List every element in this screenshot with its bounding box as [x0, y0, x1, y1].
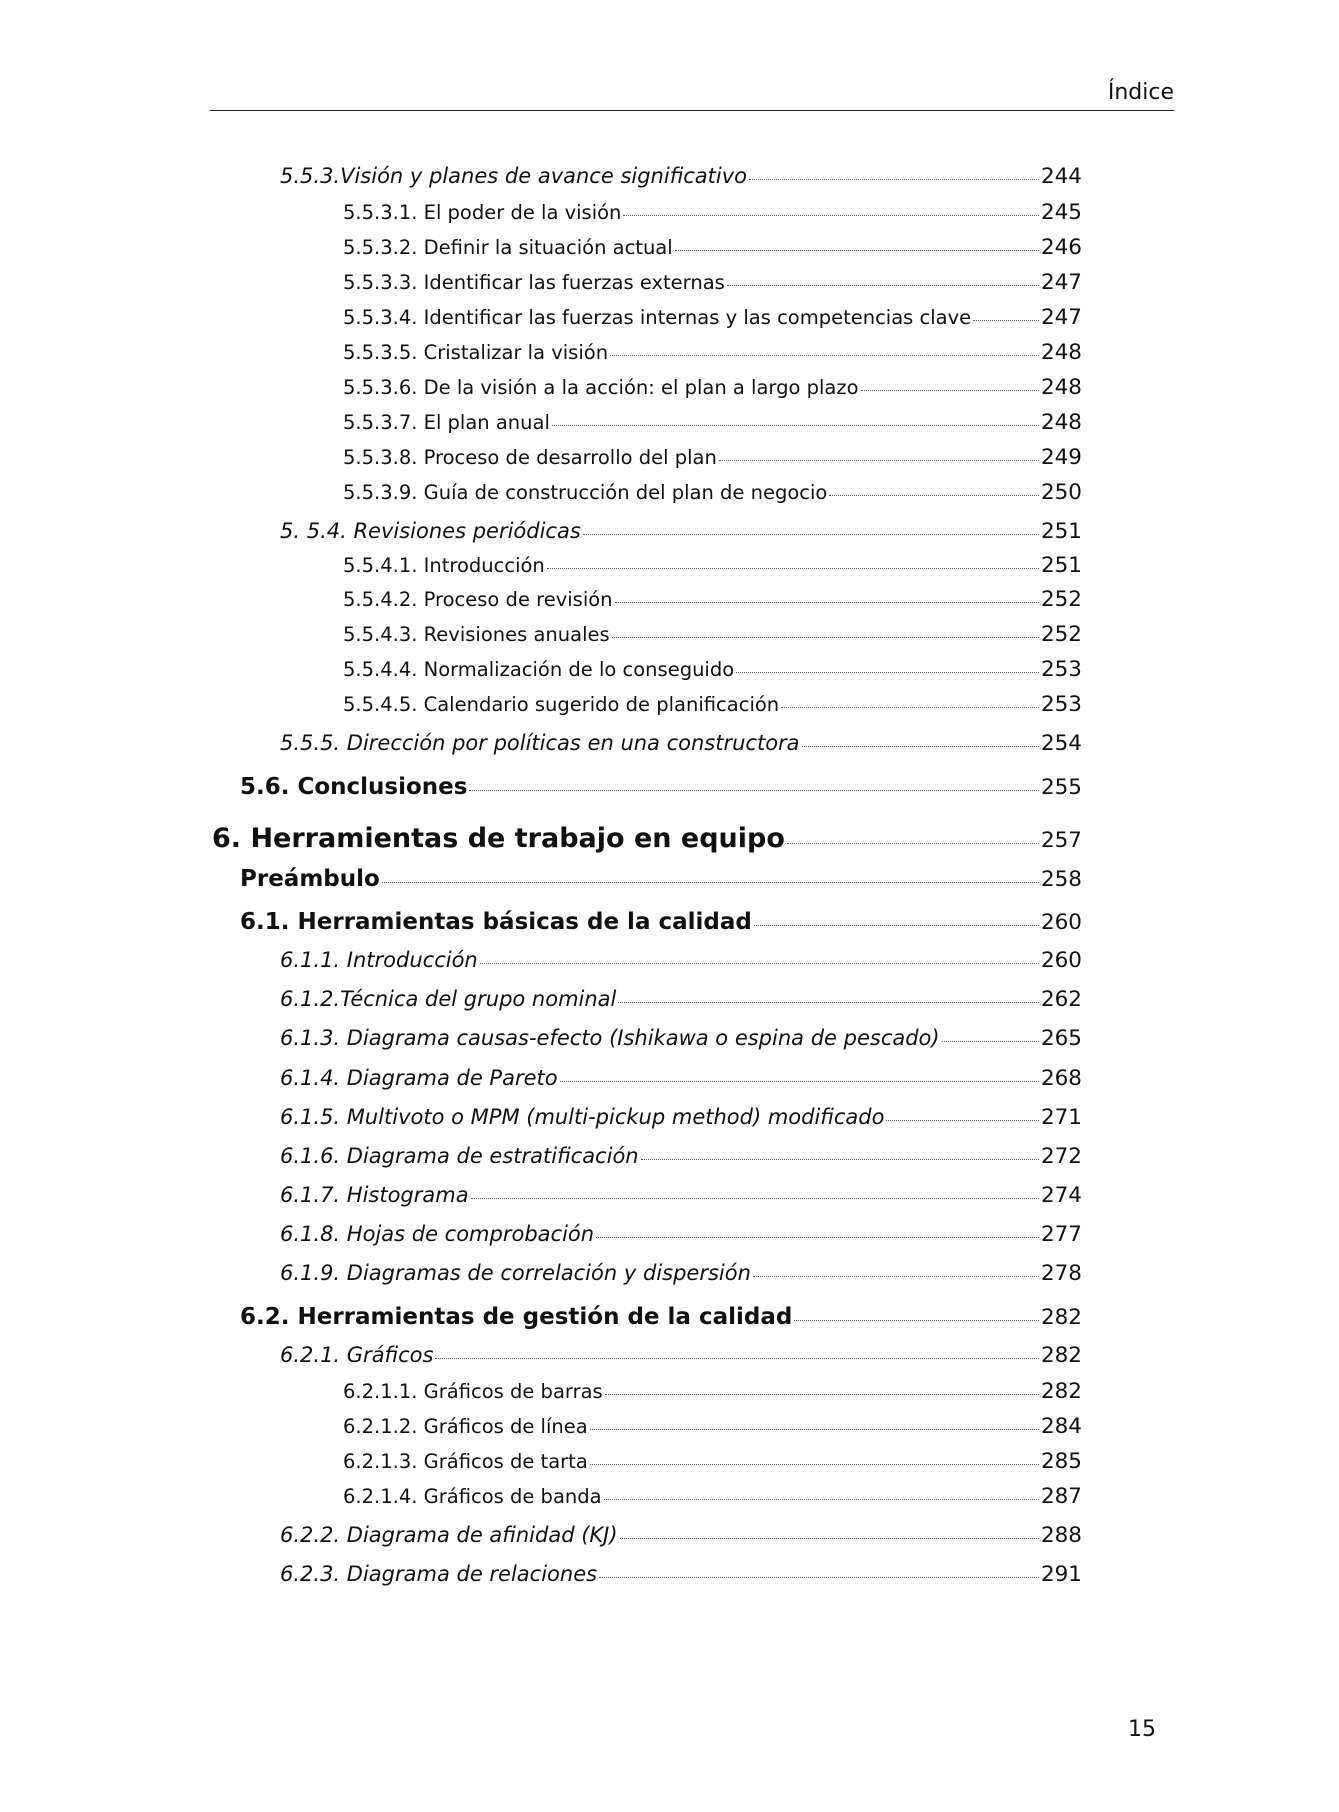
toc-entry-page: 254: [1040, 731, 1082, 756]
toc-entry: [280, 1343, 1082, 1368]
toc-entry: [280, 987, 1082, 1012]
toc-entry: [343, 587, 1082, 612]
toc-entry-page: 250: [1040, 480, 1082, 505]
toc-entry-title: 6.2. Herramientas de gestión de la calidad: [240, 1304, 793, 1330]
toc-entry-page: 262: [1040, 987, 1082, 1012]
dot-leader: [610, 355, 1039, 356]
dot-leader: [615, 602, 1039, 603]
dot-leader: [973, 320, 1039, 321]
dot-leader: [753, 1276, 1039, 1277]
dot-leader: [605, 1394, 1039, 1395]
toc-entry-page: 260: [1040, 910, 1082, 935]
page-number: 15: [1128, 1717, 1156, 1742]
toc-entry: [280, 519, 1082, 544]
toc-entry-title: 5.5.3.6. De la visión a la acción: el plan a largo plazo: [343, 376, 859, 399]
toc-entry-title: 6.2.1.4. Gráficos de banda: [343, 1485, 602, 1508]
dot-leader: [623, 215, 1039, 216]
toc-entry-page: 252: [1040, 587, 1082, 612]
toc-entry-title: 5.6. Conclusiones: [240, 774, 468, 800]
toc-entry-page: 251: [1040, 553, 1082, 578]
toc-entry: [280, 1523, 1082, 1548]
toc-entry-title: 6.1.4. Diagrama de Pareto: [280, 1066, 558, 1090]
toc-entry-title: 5.5.4.1. Introducción: [343, 554, 545, 577]
dot-leader: [560, 1081, 1039, 1082]
toc-entry-page: 245: [1040, 200, 1082, 225]
toc-entry-title: 5.5.4.5. Calendario sugerido de planificación: [343, 693, 780, 716]
toc-entry-title: 6.1.2.Técnica del grupo nominal: [280, 987, 617, 1011]
toc-entry-page: 253: [1040, 692, 1082, 717]
dot-leader: [829, 495, 1039, 496]
toc-entry-title: 5.5.3.2. Definir la situación actual: [343, 236, 673, 259]
dot-leader: [590, 1429, 1039, 1430]
dot-leader: [547, 568, 1039, 569]
toc-entry-title: 6.1.8. Hojas de comprobación: [280, 1222, 595, 1246]
toc-entry: [343, 305, 1082, 330]
toc-entry-title: 5.5.3.4. Identificar las fuerzas internas y las competencias clave: [343, 306, 972, 329]
toc-entry-page: 246: [1040, 235, 1082, 260]
toc-entry-title: 5.5.4.4. Normalización de lo conseguido: [343, 658, 735, 681]
dot-leader: [781, 707, 1039, 708]
toc-entry-title: 5.5.3.1. El poder de la visión: [343, 201, 622, 224]
toc-entry: [343, 340, 1082, 365]
toc-entry: [240, 774, 1082, 800]
toc-entry-title: 6.2.1.3. Gráficos de tarta: [343, 1450, 588, 1473]
toc-entry-page: 272: [1040, 1144, 1082, 1169]
toc-entry-page: 268: [1040, 1066, 1082, 1091]
toc-entry-title: 6. Herramientas de trabajo en equipo: [212, 823, 785, 854]
toc-entry: [343, 200, 1082, 225]
dot-leader: [590, 1464, 1039, 1465]
toc-entry: [280, 1026, 1082, 1051]
toc-entry: [343, 553, 1082, 578]
toc-entry: [280, 164, 1082, 189]
toc-entry-page: 249: [1040, 445, 1082, 470]
toc-entry-title: 6.2.2. Diagrama de afinidad (KJ): [280, 1523, 618, 1547]
dot-leader: [620, 1538, 1039, 1539]
dot-leader: [749, 179, 1039, 180]
toc-entry-title: 6.1.3. Diagrama causas-efecto (Ishikawa o espina de pescado): [280, 1026, 940, 1050]
dot-leader: [583, 534, 1039, 535]
toc-entry: [280, 948, 1082, 973]
toc-entry-page: 260: [1040, 948, 1082, 973]
toc-entry-page: 253: [1040, 657, 1082, 682]
toc-entry-title: 6.2.1. Gráficos: [280, 1343, 434, 1367]
toc-entry-title: Preámbulo: [240, 866, 380, 892]
toc-entry-page: 274: [1040, 1183, 1082, 1208]
toc-entry: [343, 1449, 1082, 1474]
toc-entry: [343, 622, 1082, 647]
toc-entry: [343, 657, 1082, 682]
toc-entry: [343, 375, 1082, 400]
toc-entry: [240, 1304, 1082, 1330]
toc-entry: [343, 1379, 1082, 1404]
toc-entry: [280, 731, 1082, 756]
toc-entry-page: 258: [1040, 867, 1082, 892]
dot-leader: [942, 1041, 1039, 1042]
dot-leader: [727, 285, 1039, 286]
toc-entry: [212, 823, 1082, 854]
toc-entry-page: 285: [1040, 1449, 1082, 1474]
toc-entry-title: 5.5.4.3. Revisiones anuales: [343, 623, 610, 646]
toc-entry-page: 284: [1040, 1414, 1082, 1439]
toc-entry: [280, 1562, 1082, 1587]
dot-leader: [675, 250, 1039, 251]
toc-entry-title: 6.1.6. Diagrama de estratificación: [280, 1144, 639, 1168]
toc-entry-title: 5.5.3.8. Proceso de desarrollo del plan: [343, 446, 717, 469]
toc-entry: [280, 1222, 1082, 1247]
toc-entry: [343, 692, 1082, 717]
toc-entry-title: 6.2.1.2. Gráficos de línea: [343, 1415, 588, 1438]
dot-leader: [802, 746, 1039, 747]
toc-entry-page: 248: [1040, 375, 1082, 400]
dot-leader: [861, 390, 1039, 391]
toc-entry-title: 5.5.4.2. Proceso de revisión: [343, 588, 613, 611]
toc-entry-page: 248: [1040, 410, 1082, 435]
dot-leader: [604, 1499, 1039, 1500]
toc-entry-page: 247: [1040, 270, 1082, 295]
dot-leader: [435, 1358, 1038, 1359]
toc-entry-title: 5.5.3.9. Guía de construcción del plan de negocio: [343, 481, 828, 504]
toc-entry: [280, 1144, 1082, 1169]
dot-leader: [754, 925, 1039, 926]
toc-entry-title: 5.5.3.3. Identificar las fuerzas externas: [343, 271, 725, 294]
dot-leader: [480, 963, 1039, 964]
toc-entry-page: 252: [1040, 622, 1082, 647]
toc-entry: [240, 909, 1082, 935]
toc-entry-page: 265: [1040, 1026, 1082, 1051]
toc-entry-page: 282: [1040, 1305, 1082, 1330]
toc-entry-page: 255: [1040, 775, 1082, 800]
toc-entry-title: 5.5.3.Visión y planes de avance significativo: [280, 164, 748, 188]
dot-leader: [736, 672, 1039, 673]
toc-entry-page: 288: [1040, 1523, 1082, 1548]
toc-entry-page: 257: [1040, 828, 1082, 853]
toc-entry: [343, 445, 1082, 470]
toc-entry: [343, 270, 1082, 295]
toc-entry-page: 248: [1040, 340, 1082, 365]
toc-entry-title: 6.2.1.1. Gráficos de barras: [343, 1380, 603, 1403]
toc-entry-title: 6.2.3. Diagrama de relaciones: [280, 1562, 598, 1586]
toc-entry-title: 5.5.5. Dirección por políticas en una constructora: [280, 731, 800, 755]
toc-entry-page: 244: [1040, 164, 1082, 189]
toc-entry-page: 287: [1040, 1484, 1082, 1509]
header-title: Índice: [1107, 80, 1174, 105]
toc-entry: [343, 480, 1082, 505]
toc-entry: [343, 1414, 1082, 1439]
dot-leader: [886, 1120, 1038, 1121]
dot-leader: [552, 425, 1039, 426]
toc-entry-title: 6.1.5. Multivoto o MPM (multi-pickup method) modificado: [280, 1105, 885, 1129]
toc-entry-page: 271: [1040, 1105, 1082, 1130]
toc-entry-title: 6.1.9. Diagramas de correlación y dispersión: [280, 1261, 751, 1285]
toc-entry-title: 5.5.3.7. El plan anual: [343, 411, 550, 434]
toc-entry: [280, 1261, 1082, 1286]
dot-leader: [641, 1159, 1039, 1160]
toc-entry-title: 6.1.7. Histograma: [280, 1183, 469, 1207]
toc-entry-page: 282: [1040, 1343, 1082, 1368]
dot-leader: [599, 1577, 1039, 1578]
toc-entry-title: 6.1.1. Introducción: [280, 948, 478, 972]
toc-entry: [280, 1105, 1082, 1130]
dot-leader: [719, 460, 1039, 461]
toc-entry: [280, 1183, 1082, 1208]
dot-leader: [794, 1320, 1039, 1321]
dot-leader: [787, 843, 1039, 844]
dot-leader: [618, 1002, 1039, 1003]
dot-leader: [471, 1198, 1039, 1199]
toc-entry-title: 5. 5.4. Revisiones periódicas: [280, 519, 581, 543]
toc-entry-title: 5.5.3.5. Cristalizar la visión: [343, 341, 609, 364]
toc-entry-page: 277: [1040, 1222, 1082, 1247]
dot-leader: [596, 1237, 1039, 1238]
toc-entry: [343, 235, 1082, 260]
toc-entry-page: 278: [1040, 1261, 1082, 1286]
dot-leader: [612, 637, 1039, 638]
toc-entry-page: 247: [1040, 305, 1082, 330]
toc-entry: [280, 1066, 1082, 1091]
toc-entry: [240, 866, 1082, 892]
toc-entry: [343, 410, 1082, 435]
toc-entry: [343, 1484, 1082, 1509]
toc-entry-page: 291: [1040, 1562, 1082, 1587]
dot-leader: [382, 882, 1039, 883]
toc-entry-title: 6.1. Herramientas básicas de la calidad: [240, 909, 752, 935]
toc-entry-page: 282: [1040, 1379, 1082, 1404]
dot-leader: [469, 790, 1038, 791]
toc-entry-page: 251: [1040, 519, 1082, 544]
